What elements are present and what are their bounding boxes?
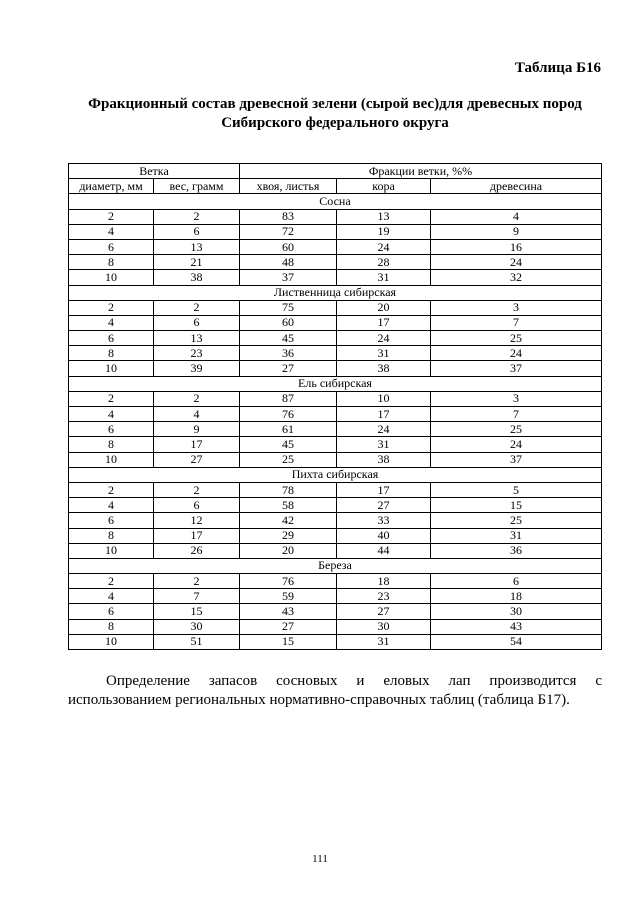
table-row [69,513,602,528]
table-cell: 2 [154,482,240,497]
table-cell: 10 [69,270,154,285]
table-cell: 8 [69,437,154,452]
table-cell: 23 [154,346,240,361]
table-cell: 2 [154,574,240,589]
table-cell: 4 [69,407,154,422]
column-header-row [69,179,602,194]
table-row [69,255,602,270]
table-cell: 6 [69,604,154,619]
table-cell: 25 [431,422,602,437]
table-cell: 36 [431,543,602,558]
table-row [69,361,602,376]
table-cell: 6 [154,498,240,513]
table-cell: 6 [69,239,154,254]
table-cell: 30 [154,619,240,634]
table-cell: 2 [154,209,240,224]
table-cell: 23 [337,589,431,604]
table-cell: 4 [69,498,154,513]
table-row [69,315,602,330]
table-cell: 7 [431,407,602,422]
column-header-diameter: диаметр, мм [69,179,154,194]
table-row [69,589,602,604]
table-cell: 2 [69,209,154,224]
table-cell: 27 [337,498,431,513]
table-cell: 45 [240,437,337,452]
table-row [69,422,602,437]
table-cell: 24 [431,437,602,452]
table-cell: 24 [337,422,431,437]
table-cell: 2 [69,482,154,497]
table-cell: 75 [240,300,337,315]
table-cell: 39 [154,361,240,376]
table-row [69,619,602,634]
species-name: Пихта сибирская [69,467,602,482]
table-cell: 58 [240,498,337,513]
paragraph-line-1: Определение запасов сосновых и еловых лап производится с [106,673,602,689]
table-cell: 13 [154,239,240,254]
table-cell: 10 [69,634,154,649]
table-cell: 6 [431,574,602,589]
table-cell: 24 [431,346,602,361]
species-row [69,467,602,482]
table-row [69,391,602,406]
table-cell: 36 [240,346,337,361]
table-cell: 13 [337,209,431,224]
table-cell: 29 [240,528,337,543]
table-cell: 9 [431,224,602,239]
table-cell: 31 [337,346,431,361]
table-cell: 17 [337,315,431,330]
table-cell: 78 [240,482,337,497]
table-row [69,543,602,558]
table-cell: 12 [154,513,240,528]
table-cell: 6 [154,224,240,239]
column-header-wood: древесина [431,179,602,194]
table-row [69,270,602,285]
table-cell: 87 [240,391,337,406]
table-cell: 48 [240,255,337,270]
table-row [69,528,602,543]
table-cell: 19 [337,224,431,239]
species-name: Береза [69,558,602,573]
table-cell: 17 [154,528,240,543]
table-cell: 24 [337,239,431,254]
table-row [69,574,602,589]
table-cell: 27 [240,361,337,376]
table-row [69,239,602,254]
table-row [69,407,602,422]
species-name: Лиственница сибирская [69,285,602,300]
table-cell: 27 [337,604,431,619]
table-cell: 6 [69,331,154,346]
table-cell: 18 [431,589,602,604]
data-table [68,163,602,650]
table-cell: 27 [240,619,337,634]
table-cell: 38 [337,452,431,467]
table-cell: 40 [337,528,431,543]
table-cell: 37 [240,270,337,285]
table-cell: 37 [431,361,602,376]
table-cell: 8 [69,255,154,270]
table-cell: 21 [154,255,240,270]
group-header-row [69,164,602,179]
table-cell: 31 [337,270,431,285]
table-cell: 9 [154,422,240,437]
table-cell: 18 [337,574,431,589]
table-cell: 3 [431,391,602,406]
table-cell: 59 [240,589,337,604]
table-cell: 13 [154,331,240,346]
body-paragraph [68,672,602,710]
table-row [69,224,602,239]
table-cell: 10 [69,452,154,467]
table-cell: 20 [337,300,431,315]
table-row [69,604,602,619]
table-cell: 72 [240,224,337,239]
table-cell: 17 [337,407,431,422]
species-row [69,194,602,209]
table-cell: 26 [154,543,240,558]
table-cell: 15 [154,604,240,619]
table-cell: 5 [431,482,602,497]
table-cell: 2 [69,391,154,406]
table-cell: 83 [240,209,337,224]
table-cell: 7 [154,589,240,604]
table-cell: 33 [337,513,431,528]
table-cell: 6 [69,422,154,437]
table-row [69,634,602,649]
table-cell: 16 [431,239,602,254]
table-label: Таблица Б16 [514,60,601,76]
column-header-bark: кора [337,179,431,194]
species-row [69,285,602,300]
table-cell: 24 [431,255,602,270]
table-cell: 6 [69,513,154,528]
paragraph-line-2: использованием региональных нормативно-справочных таблиц (таблица Б17). [68,692,570,708]
table-cell: 10 [337,391,431,406]
table-cell: 54 [431,634,602,649]
table-cell: 25 [431,513,602,528]
table-cell: 32 [431,270,602,285]
table-cell: 30 [431,604,602,619]
table-row [69,331,602,346]
table-cell: 38 [154,270,240,285]
table-cell: 28 [337,255,431,270]
table-title-line-2: Сибирского федерального округа [221,115,449,131]
table-cell: 20 [240,543,337,558]
table-cell: 30 [337,619,431,634]
table-cell: 4 [69,315,154,330]
table-cell: 60 [240,315,337,330]
table-row [69,452,602,467]
table-cell: 15 [431,498,602,513]
table-cell: 61 [240,422,337,437]
table-cell: 2 [69,300,154,315]
group-header-branch: Ветка [69,164,240,179]
table-row [69,482,602,497]
table-row [69,209,602,224]
table-cell: 25 [240,452,337,467]
table-cell: 4 [431,209,602,224]
table-cell: 7 [431,315,602,330]
table-cell: 60 [240,239,337,254]
table-cell: 10 [69,543,154,558]
table-cell: 17 [154,437,240,452]
table-cell: 10 [69,361,154,376]
table-cell: 2 [69,574,154,589]
table-title-line-1: Фракционный состав древесной зелени (сырой вес)для древесных пород [88,96,582,112]
table-cell: 43 [240,604,337,619]
table-title [68,95,602,133]
table-cell: 8 [69,346,154,361]
table-cell: 51 [154,634,240,649]
table-cell: 44 [337,543,431,558]
group-header-fractions: Фракции ветки, %% [240,164,602,179]
table-cell: 43 [431,619,602,634]
species-row [69,376,602,391]
species-name: Ель сибирская [69,376,602,391]
table-cell: 8 [69,619,154,634]
table-cell: 25 [431,331,602,346]
table-cell: 8 [69,528,154,543]
table-row [69,346,602,361]
page-number: 111 [312,853,328,865]
table-cell: 45 [240,331,337,346]
table-cell: 76 [240,407,337,422]
table-cell: 42 [240,513,337,528]
species-row [69,558,602,573]
column-header-weight: вес, грамм [154,179,240,194]
table-cell: 2 [154,300,240,315]
table-cell: 24 [337,331,431,346]
table-cell: 15 [240,634,337,649]
table-row [69,437,602,452]
table-cell: 17 [337,482,431,497]
table-cell: 4 [69,589,154,604]
table-row [69,300,602,315]
table-cell: 2 [154,391,240,406]
table-cell: 27 [154,452,240,467]
table-cell: 4 [69,224,154,239]
table-cell: 38 [337,361,431,376]
table-cell: 31 [337,437,431,452]
table-row [69,498,602,513]
species-name: Сосна [69,194,602,209]
table-cell: 4 [154,407,240,422]
table-cell: 37 [431,452,602,467]
table-cell: 31 [431,528,602,543]
column-header-needles: хвоя, листья [240,179,337,194]
table-cell: 3 [431,300,602,315]
table-cell: 6 [154,315,240,330]
table-cell: 76 [240,574,337,589]
table-cell: 31 [337,634,431,649]
